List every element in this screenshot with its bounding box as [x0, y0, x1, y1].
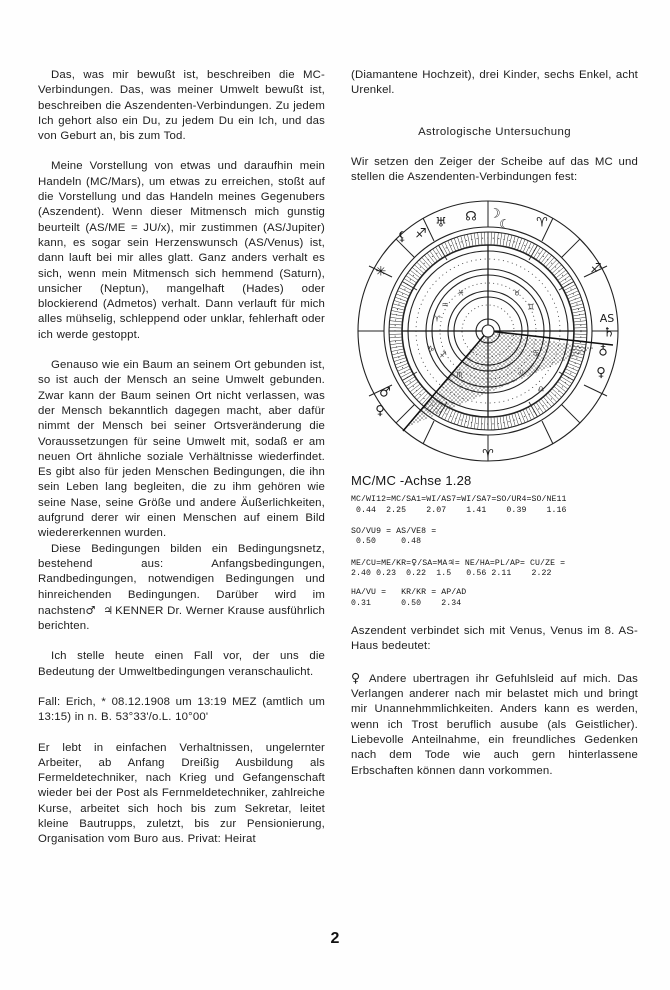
venus-icon: ♀ — [351, 669, 364, 685]
svg-text:♎: ♎ — [537, 384, 545, 394]
svg-text:♄: ♄ — [603, 325, 615, 341]
axis-data-block — [351, 473, 638, 609]
data-row-line: 0.50 0.48 — [351, 537, 422, 547]
data-rows-tertiary — [351, 588, 638, 609]
paragraph-left-4-text: Diese Bedingungen bilden ein Bedingungsnetz, bestehend aus: Anfangsbedingungen, Randbedingungen, notwendigen Bedingungen und hinreichenden Bedingungen. Darüber wird im nachsten — [38, 542, 325, 617]
paragraph-left-5: Ich stelle heute einen Fall vor, der uns die Bedeutung der Umweltbedingungen veranschaulicht. — [38, 650, 325, 678]
data-row-line: 0.44 2.25 2.07 1.41 0.39 1.16 — [351, 505, 567, 515]
data-row-values: 2.40 0.23 0.22 1.5 0.56 2.11 2.22 — [351, 568, 552, 578]
data-row-suffix: = NE/HA=PL/AP= CU/ZE = — [454, 558, 566, 568]
section-heading: Astrologische Untersuchung — [418, 125, 571, 138]
axis-title: MC/MC -Achse 1.28 — [351, 473, 472, 489]
left-column — [38, 68, 325, 848]
two-column-body — [38, 68, 638, 848]
paragraph-left-4-tail: KENNER Dr. Werner Krause ausführlich berichten. — [38, 604, 325, 633]
case-record-line: Fall: Erich, * 08.12.1908 um 13:19 MEZ (amtlich um 13:15) in n. B. 53°33'/o.L. 10°00' — [38, 695, 325, 724]
paragraph-right-2: Wir setzen den Zeiger der Scheibe auf das MC und stellen die Aszendenten-Verbindungen fest: — [351, 155, 638, 184]
svg-text:♈: ♈ — [536, 215, 548, 231]
svg-text:♈: ♈ — [482, 447, 494, 463]
svg-text:AS: AS — [599, 312, 615, 326]
data-row-line: MC/WI12=MC/SA1=WI/AS7=WI/SA7=SO/UR4=SO/NE11 — [351, 495, 567, 505]
data-row-line: 0.31 0.50 2.34 — [351, 598, 462, 608]
paragraph-left-2: Meine Vorstellung von etwas und daraufhin mein Handeln (MC/Mars), um etwas zu erreichen, stoßt auf die Vorstellung und das Handeln meines Gegenubers (Aszendent). Wenn dieser Mitmensch mich gunstig beurteilt (AS/ME = JU/x), mir zustimmen (AS/Jupiter) kann, es sogar sein Herzenswunsch (AS/Venus) ist, dann lauft bei mir alles glatt. Ganz anders verhalt es sich, wenn mein Mitmensch sich hemmend (Saturn), unsicher (Neptun), mangelhaft (Hades) oder blockierend (Admetos) verhalt. Dann verlauft für mich alles mühselig, schleppend oder unklar, fehlerhaft oder ich werde gestoppt. — [38, 160, 325, 341]
data-row-middle: /SA=MA — [417, 558, 448, 568]
venus-glyph: ♀ — [411, 556, 418, 567]
paragraph-right-3: Aszendent verbindet sich mit Venus, Venus im 8. AS-Haus bedeutet: — [351, 625, 638, 653]
paragraph-left-3: Genauso wie ein Baum an seinem Ort gebunden ist, so ist auch der Mensch an seine Umwelt gebunden. Zwar kann der Baum seinen Ort nicht verlassen, was der Mensch bekanntlich dagegen macht, aber dafür nimmt der Mensch bei seiner Ortsveränderung die Voraussetzungen für seine Umwelt mit, sodaß er am neuen Ort ähnliche soziale Verhältnisse wiederfindet. Es gibt also für jeden Menschen Bedingungen, die ihn sein Leben lang begleiten, die zu ihm gehören wie seine Nase, seine Größe und andere Äußerlichkeiten, aufgrund derer wir einen Menschen auf einem Bild wiedererkennen wurden. — [38, 359, 325, 540]
mars-jupiter-glyph-pair: ♂ ♃ — [85, 603, 116, 617]
svg-text:♀: ♀ — [596, 365, 606, 381]
svg-text:♐: ♐ — [590, 261, 602, 277]
svg-text:♀: ♀ — [375, 403, 385, 419]
svg-text:♋: ♋ — [532, 348, 540, 358]
paragraph-left-7: Er lebt in einfachen Verhaltnissen, ungelernter Arbeiter, ab Anfang Dreißig Ausbildung als Fermeldetechniker, nach Krieg und Gefangenschaft wieder bei der Post als Fernmeldetechniker, zahlreiche Kurse, arbeitet sich hoch bis zum Sekretar, leitet kleine Bautrupps, zuletzt, bis zur Pensionierung, Organisation vom Buro aus. Privat: Heirat — [38, 741, 325, 846]
svg-text:⚸: ⚸ — [397, 229, 407, 245]
page-number: 2 — [330, 930, 340, 947]
svg-text:☽: ☽ — [489, 206, 501, 222]
paragraph-right-4-text: Andere ubertragen ihr Gefuhlsleid auf mich. Das Verlangen anderer nach mir belastet mich und bringt mir Unannehmmlichkeiten. Anders kann es werden, wenn ich Trost beruflich ausube (als Geistlicher). Liebevolle Anteilnahme, ein freundliches Gedenken nach dem Tode wie auch gern hinterlassene Erbschaften können dann vorkommen. — [351, 672, 638, 777]
paragraph-left-1: Das, was mir bewußt ist, beschreiben die MC-Verbindungen. Das, was meiner Umwelt bewußt ist, beschreiben die Aszendenten-Verbindungen. Zu jedem Ich gehort also ein Du, zu jedem Du ein Ich, und das von Geburt an, bis zum Tod. — [38, 69, 325, 143]
svg-text:☊: ☊ — [465, 209, 477, 225]
svg-text:♒: ♒ — [441, 300, 449, 310]
svg-text:♈: ♈ — [433, 314, 441, 324]
svg-text:♅: ♅ — [435, 215, 447, 231]
svg-text:♊: ♊ — [527, 302, 535, 312]
astrological-dial-wheel — [345, 197, 632, 465]
data-rows-secondary — [351, 557, 638, 580]
svg-text:♓: ♓ — [457, 288, 465, 298]
paragraph-right-4 — [351, 670, 638, 779]
svg-text:♁: ♁ — [598, 344, 608, 360]
data-row-line: SO/VU9 = AS/VE8 = — [351, 526, 437, 536]
svg-text:♉: ♉ — [513, 288, 521, 298]
svg-text:♌: ♌ — [517, 368, 525, 378]
svg-text:♐: ♐ — [415, 226, 427, 242]
svg-text:☾: ☾ — [499, 217, 511, 233]
data-rows-primary — [351, 495, 638, 547]
svg-text:♐: ♐ — [439, 350, 447, 360]
right-column — [351, 68, 638, 848]
data-row-line: HA/VU = KR/KR = AP/AD — [351, 588, 467, 598]
paragraph-left-4 — [38, 542, 325, 635]
svg-text:♂: ♂ — [379, 385, 391, 401]
svg-text:♑: ♑ — [427, 344, 435, 354]
jupiter-glyph: ♃ — [447, 556, 455, 567]
data-row-prefix: ME/CU=ME/KR= — [351, 558, 412, 568]
svg-text:♏: ♏ — [456, 370, 464, 380]
paragraph-right-1: (Diamantene Hochzeit), drei Kinder, sechs Enkel, acht Urenkel. — [351, 69, 638, 97]
svg-text:✳: ✳ — [375, 264, 387, 280]
